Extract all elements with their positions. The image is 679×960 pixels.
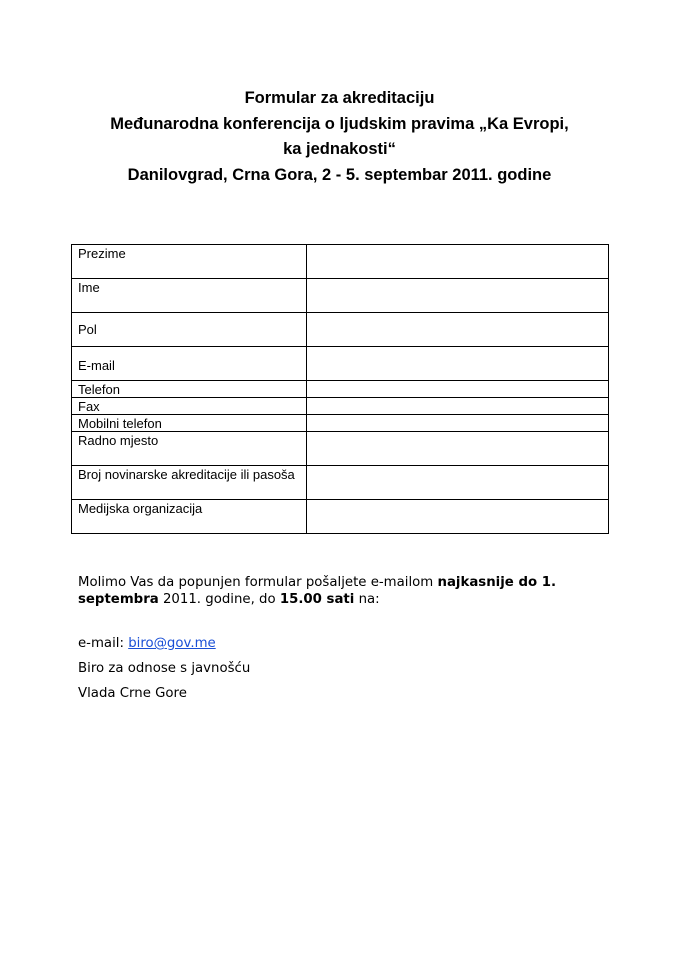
field-value-ime[interactable] <box>307 279 609 313</box>
instructions-deadline-date: najkasnije do 1. septembra <box>78 575 557 607</box>
contact-office: Biro za odnose s javnošću <box>78 661 251 676</box>
conference-name-line1: Međunarodna konferencija o ljudskim pravima „Ka Evropi, <box>110 114 569 133</box>
field-label-pol: Pol <box>72 313 307 347</box>
form-row-medijska-organizacija <box>72 500 609 534</box>
form-row-email <box>72 347 609 381</box>
field-value-radno-mjesto[interactable] <box>307 432 609 466</box>
field-label-broj-akreditacije: Broj novinarske akreditacije ili pasoša <box>72 466 307 500</box>
field-label-radno-mjesto: Radno mjesto <box>72 432 307 466</box>
field-value-prezime[interactable] <box>307 245 609 279</box>
contact-email-link[interactable]: biro@gov.me <box>128 636 216 651</box>
form-row-ime <box>72 279 609 313</box>
form-row-pol <box>72 313 609 347</box>
form-row-radno-mjesto <box>72 432 609 466</box>
field-value-broj-akreditacije[interactable] <box>307 466 609 500</box>
field-label-fax: Fax <box>72 398 307 415</box>
accreditation-form-table <box>71 244 609 534</box>
form-row-telefon <box>72 381 609 398</box>
form-row-fax <box>72 398 609 415</box>
field-label-ime: Ime <box>72 279 307 313</box>
instructions-text-1: Molimo Vas da popunjen formular pošaljete e-mailom <box>78 575 438 590</box>
form-row-mobilni-telefon <box>72 415 609 432</box>
form-row-broj-akreditacije <box>72 466 609 500</box>
field-label-medijska-organizacija: Medijska organizacija <box>72 500 307 534</box>
conference-location-date: Danilovgrad, Crna Gora, 2 - 5. septembar 2011. godine <box>127 165 552 184</box>
contact-government: Vlada Crne Gore <box>78 686 187 701</box>
field-value-email[interactable] <box>307 347 609 381</box>
field-label-mobilni-telefon: Mobilni telefon <box>72 415 307 432</box>
instructions-deadline-time: 15.00 sati <box>279 592 355 607</box>
conference-name-line2: ka jednakosti“ <box>283 140 396 158</box>
form-title: Formular za akreditaciju <box>244 89 435 107</box>
submission-instructions <box>78 574 608 608</box>
instructions-text-3: na: <box>354 592 380 607</box>
field-value-medijska-organizacija[interactable] <box>307 500 609 534</box>
field-label-email: E-mail <box>72 347 307 381</box>
field-value-telefon[interactable] <box>307 381 609 398</box>
field-label-telefon: Telefon <box>72 381 307 398</box>
document-title-block <box>0 86 679 188</box>
field-label-prezime: Prezime <box>72 245 307 279</box>
form-row-prezime <box>72 245 609 279</box>
field-value-pol[interactable] <box>307 313 609 347</box>
contact-email-label: e-mail: <box>78 636 129 651</box>
contact-email-line <box>78 635 216 652</box>
instructions-text-2: 2011. godine, do <box>158 592 280 607</box>
field-value-fax[interactable] <box>307 398 609 415</box>
field-value-mobilni-telefon[interactable] <box>307 415 609 432</box>
